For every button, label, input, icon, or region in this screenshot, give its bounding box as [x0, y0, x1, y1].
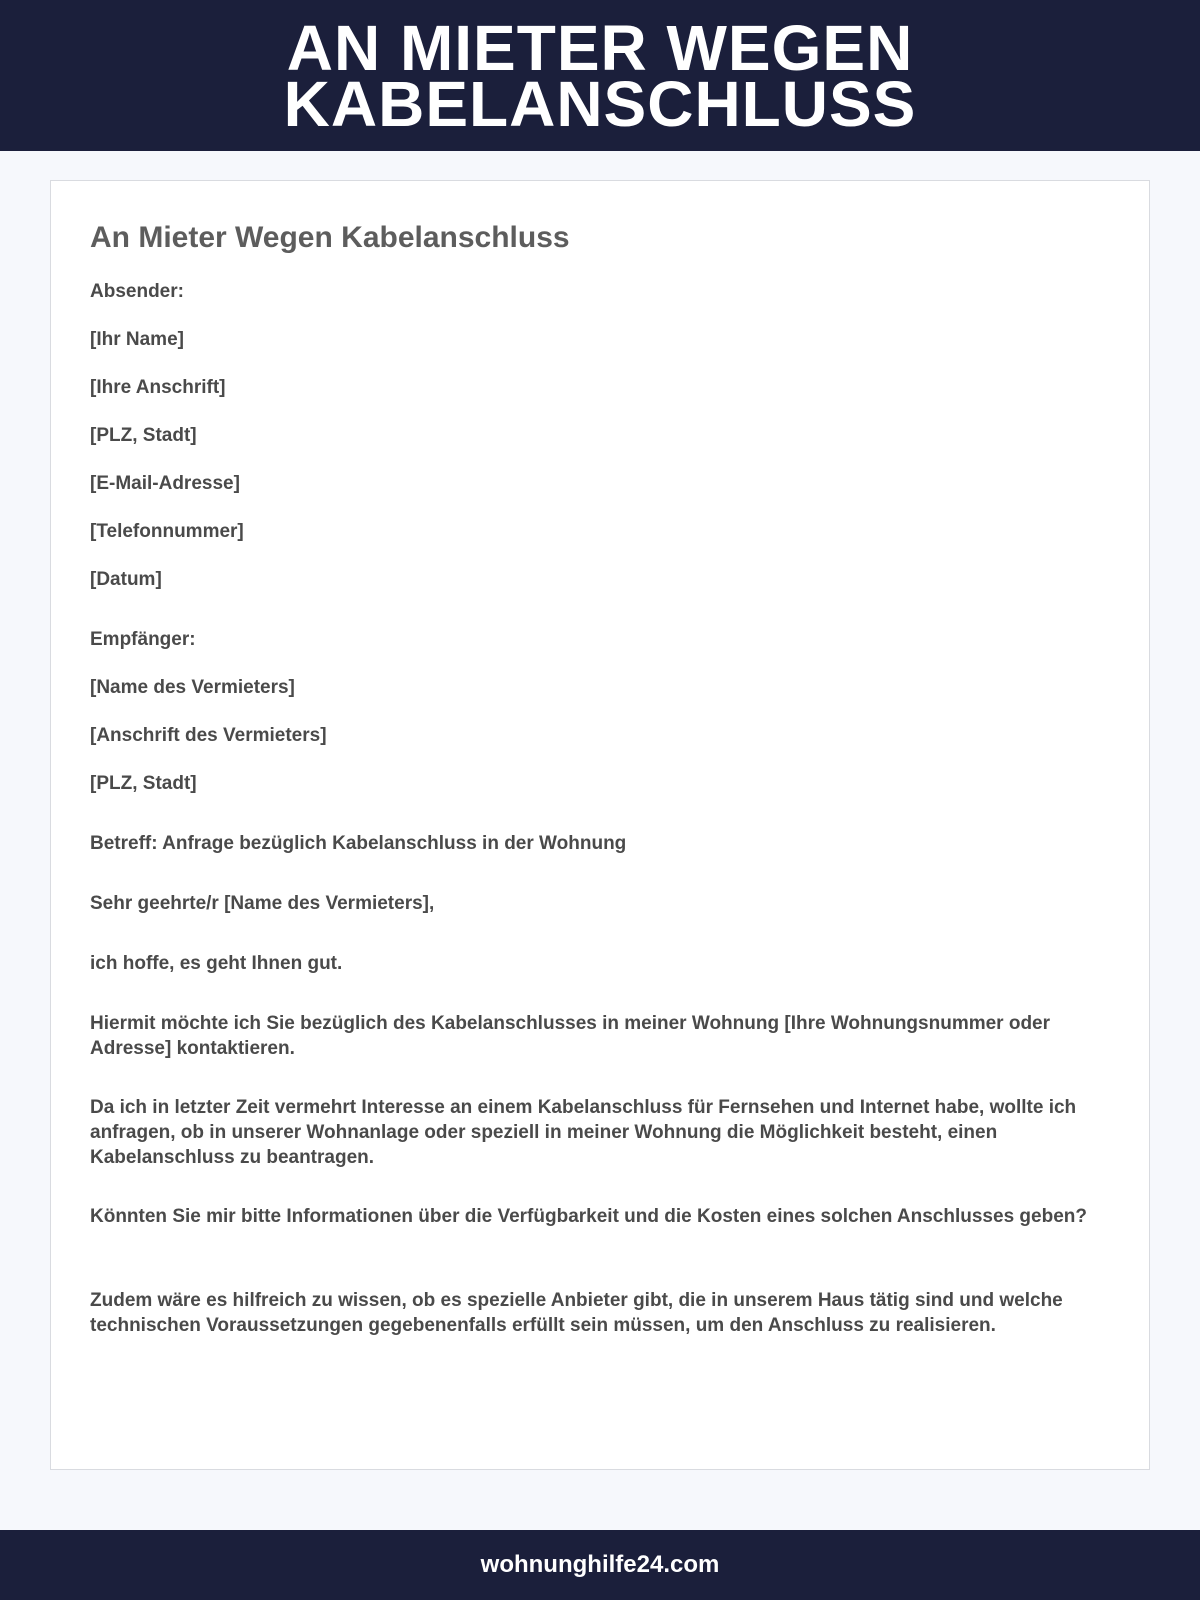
recipient-address: [Anschrift des Vermieters]: [90, 725, 327, 746]
letter-card: [50, 180, 1150, 1470]
sender-name: [Ihr Name]: [90, 329, 184, 350]
sender-label: Absender:: [90, 281, 184, 302]
paragraph-5: Zudem wäre es hilfreich zu wissen, ob es spezielle Anbieter gibt, die in unserem Haus tätig sind und welche technischen Voraussetzungen gegebenenfalls erfüllt sein müssen, um den Anschluss zu realisieren.: [90, 1290, 1063, 1336]
footer-site-link[interactable]: wohnunghilfe24.com: [480, 1551, 720, 1578]
recipient-name: [Name des Vermieters]: [90, 677, 295, 698]
sender-phone: [Telefonnummer]: [90, 521, 244, 542]
footer-bar: [0, 1530, 1200, 1600]
salutation: Sehr geehrte/r [Name des Vermieters],: [90, 893, 435, 914]
paragraph-4: Könnten Sie mir bitte Informationen über die Verfügbarkeit und die Kosten eines solchen Anschlusses geben?: [90, 1206, 1087, 1227]
document-title: An Mieter Wegen Kabelanschluss: [90, 221, 570, 254]
sender-address: [Ihre Anschrift]: [90, 377, 226, 398]
paragraph-1: ich hoffe, es geht Ihnen gut.: [90, 953, 343, 974]
banner-title: [283, 11, 917, 140]
paragraph-2: Hiermit möchte ich Sie bezüglich des Kabelanschlusses in meiner Wohnung [Ihre Wohnungsnummer oder Adresse] kontaktieren.: [90, 1013, 1051, 1059]
banner-title-line-2: KABELANSCHLUSS: [283, 67, 917, 140]
header-banner: [0, 0, 1200, 151]
paragraph-3: Da ich in letzter Zeit vermehrt Interesse an einem Kabelanschluss für Fernsehen und Internet habe, wollte ich anfragen, ob in unserer Wohnanlage oder speziell in meiner Wohnung die Möglichkeit besteht, einen Kabelanschluss zu beantragen.: [90, 1097, 1077, 1168]
recipient-city: [PLZ, Stadt]: [90, 773, 197, 794]
recipient-label: Empfänger:: [90, 629, 196, 650]
subject-line: Betreff: Anfrage bezüglich Kabelanschluss in der Wohnung: [90, 833, 627, 854]
letter-date: [Datum]: [90, 569, 162, 590]
sender-email: [E-Mail-Adresse]: [90, 473, 240, 494]
sender-city: [PLZ, Stadt]: [90, 425, 197, 446]
banner-title-line-1: AN MIETER WEGEN: [286, 11, 914, 84]
